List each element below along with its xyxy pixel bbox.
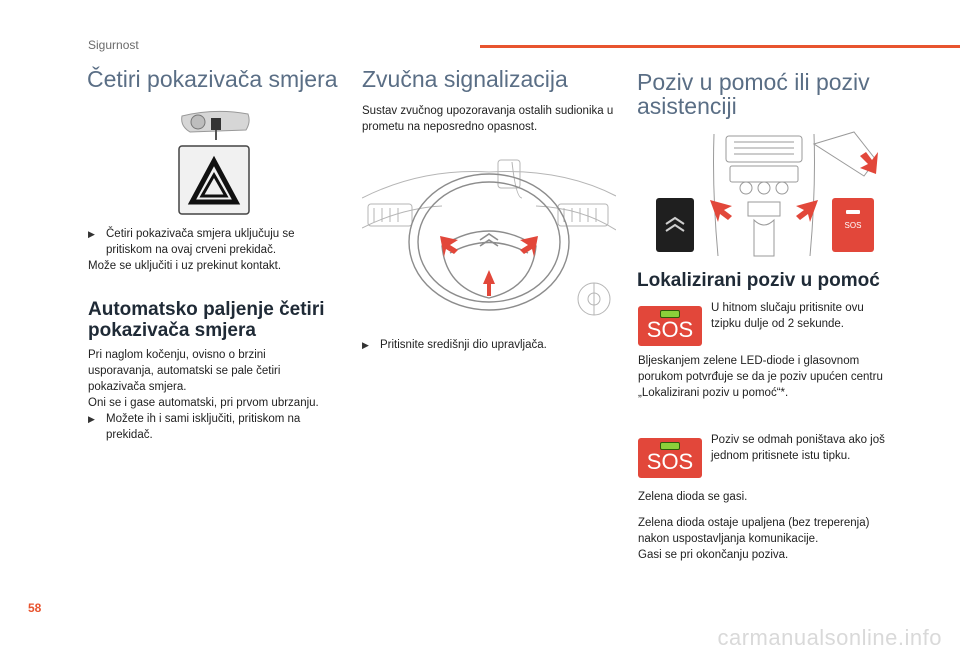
horn-intro: Sustav zvučnog upozoravanja ostalih sudionika u prometu na neposredno opasnost. <box>362 105 614 133</box>
auto-hazard-subtitle-line1: Automatsko paljenje četiri <box>88 299 325 320</box>
auto-hazard-subtitle-line2: pokazivača smjera <box>88 320 256 341</box>
emergency-title-line1: Poziv u pomoć ili poziv <box>637 69 870 95</box>
sos-instruction-1: U hitnom slučaju pritisnite ovu tzipku dulje od 2 sekunde. <box>711 302 864 330</box>
hazard-switch-illustration <box>170 104 260 216</box>
auto-hazard-paragraph <box>88 347 348 443</box>
paragraph-line: Oni se i gase automatski, pri prvom ubrzanju. <box>88 397 319 409</box>
horn-title: Zvučna signalizacija <box>362 66 568 92</box>
citroen-logo-icon <box>480 234 498 246</box>
led-on-text: Zelena dioda ostaje upaljena (bez treperenja) nakon uspostavljanja komunikacije. <box>638 517 870 545</box>
sos-small-label: SOS <box>844 221 862 230</box>
header-accent-rule <box>480 45 960 48</box>
sos-confirmation-text: Bljeskanjem zelene LED-diode i glasovnom porukom potvrđuje se da je poziv upućen centru „Lokalizirani poziv u pomoć“*. <box>638 355 883 399</box>
sos-button[interactable] <box>638 306 702 346</box>
steering-wheel-illustration <box>362 158 616 321</box>
call-end-text: Gasi se pri okončanju poziva. <box>638 549 789 561</box>
sos-button-label: SOS <box>646 449 694 474</box>
hazard-bullet-text: Četiri pokazivača smjera uključuju se pritiskom na ovaj crveni prekidač. <box>106 228 295 256</box>
watermark: carmanualsonline.info <box>717 625 942 650</box>
led-off-text: Zelena dioda se gasi. <box>638 491 748 503</box>
sos-instruction-cancel: Poziv se odmah poništava ako još jednom pritisnete istu tipku. <box>711 434 885 462</box>
bullet-arrow-icon: ▶ <box>88 414 95 424</box>
emergency-title <box>637 70 937 118</box>
led-on-paragraph <box>638 515 893 563</box>
emergency-title-line2: asistenciji <box>637 93 737 119</box>
hazard-title: Četiri pokazivača smjera <box>87 66 338 92</box>
horn-bullet <box>362 337 617 353</box>
paragraph-line: pokazivača smjera. <box>88 381 187 393</box>
auto-hazard-bullet-text: Možete ih i sami isključiti, pritiskom na prekidač. <box>106 413 301 441</box>
console-illustration <box>654 130 894 260</box>
paragraph-line: usporavanja, automatski se pale četiri <box>88 365 281 377</box>
press-arrow-icon <box>440 236 538 296</box>
hazard-bullet <box>88 226 323 274</box>
sos-button-label: SOS <box>646 317 694 342</box>
sos-button-cancel[interactable] <box>638 438 702 478</box>
bullet-arrow-icon: ▶ <box>88 229 95 239</box>
paragraph-line: Pri naglom kočenju, ovisno o brzini <box>88 349 266 361</box>
section-label: Sigurnost <box>88 38 139 52</box>
localized-call-subtitle: Lokalizirani poziv u pomoć <box>637 270 880 291</box>
bullet-arrow-icon: ▶ <box>362 340 369 350</box>
horn-bullet-text: Pritisnite središnji dio upravljača. <box>380 339 547 351</box>
hazard-note: Može se uključiti i uz prekinut kontakt. <box>88 260 282 272</box>
page-number: 58 <box>28 601 42 615</box>
auto-hazard-subtitle <box>88 299 348 341</box>
